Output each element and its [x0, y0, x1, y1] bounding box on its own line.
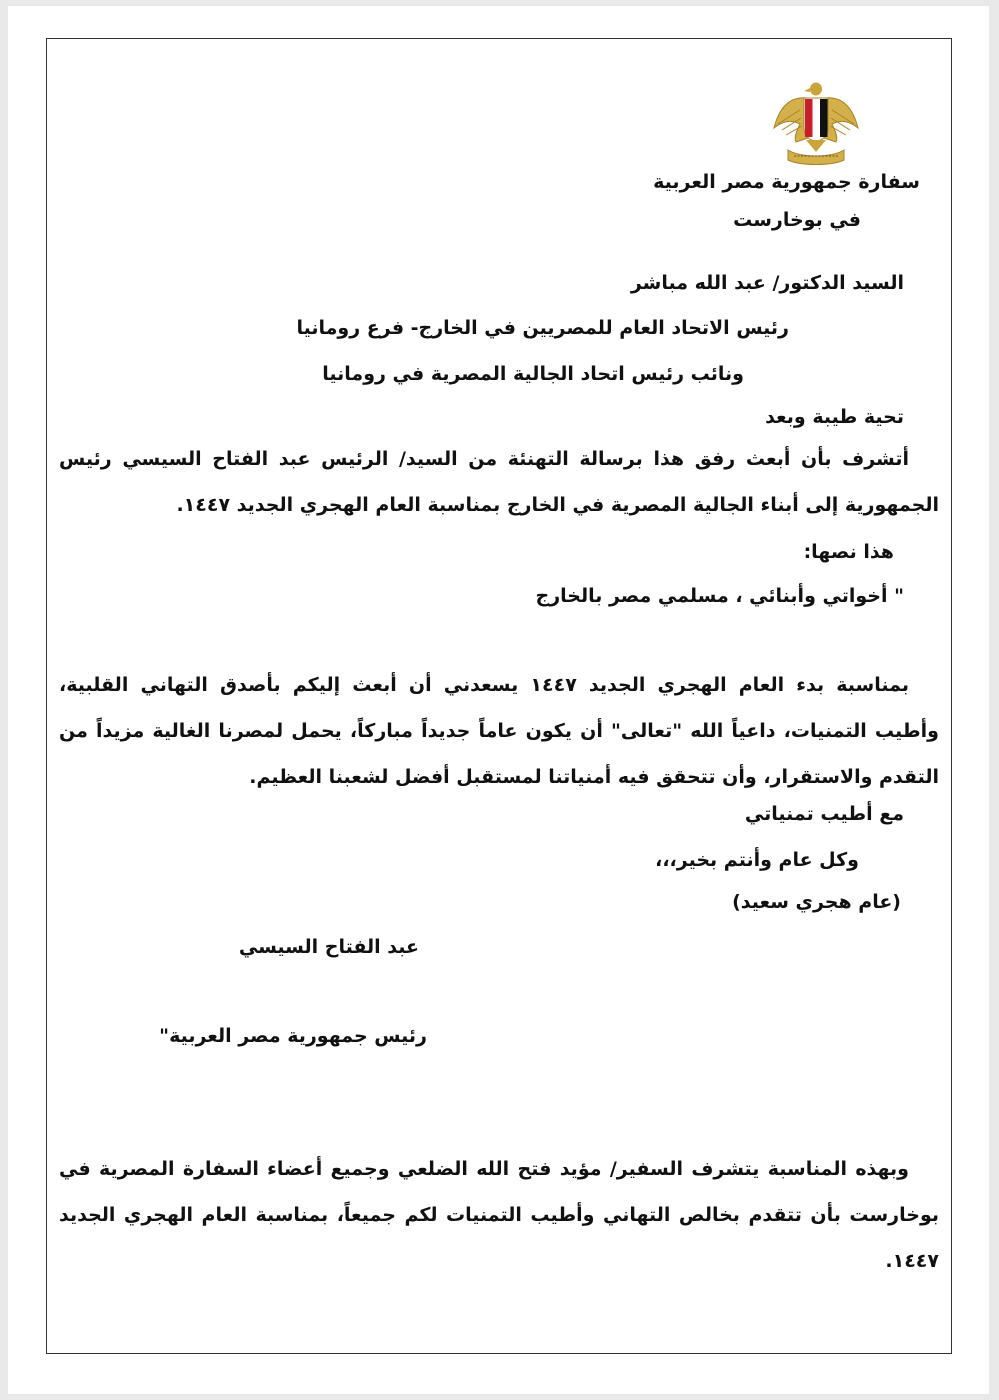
- text-intro: هذا نصها:: [803, 541, 894, 563]
- closing-wishes: مع أطيب تمنياتي: [744, 803, 904, 825]
- signature-name: عبد الفتاح السيسي: [238, 936, 419, 958]
- intro-paragraph: أتشرف بأن أبعث رفق هذا برسالة التهنئة من السيد/ الرئيس عبد الفتاح السيسي رئيس الجمهورية إلى أبناء الجالية المصرية في الخارج بمناسبة العام الهجري الجديد ١٤٤٧.: [59, 448, 939, 516]
- embassy-name: سفارة جمهورية مصر العربية: [653, 171, 920, 193]
- recipient-name: السيد الدكتور/ عبد الله مباشر: [630, 272, 904, 294]
- recipient-title-1: رئيس الاتحاد العام للمصريين في الخارج- فرع رومانيا: [296, 317, 789, 339]
- closing-happy-year: (عام هجري سعيد): [732, 891, 901, 913]
- recipient-title-2: ونائب رئيس اتحاد الجالية المصرية في رومانيا: [322, 363, 744, 385]
- closing-every-year: وكل عام وأنتم بخير،،،: [655, 849, 859, 871]
- final-paragraph: وبهذه المناسبة يتشرف السفير/ مؤيد فتح الله الضلعي وجميع أعضاء السفارة المصرية في بوخارست بأن تتقدم بخالص التهاني وأطيب التمنيات لكم جميعاً، بمناسبة العام الهجري الجديد ١٤٤٧.: [59, 1158, 939, 1272]
- greeting: تحية طيبة وبعد: [765, 406, 904, 428]
- egyptian-eagle-emblem: [770, 80, 860, 166]
- message-body: بمناسبة بدء العام الهجري الجديد ١٤٤٧ يسعدني أن أبعث إليكم بأصدق التهاني القلبية، وأطيب التمنيات، داعياً الله "تعالى" أن يكون عاماً جديداً مباركاً، يحمل لمصرنا الغالية مزيداً من التقدم والاستقرار، وأن تتحقق فيه أمنياتنا لمستقبل أفضل لشعبنا العظيم.: [59, 674, 939, 788]
- signature-title: رئيس جمهورية مصر العربية": [159, 1025, 427, 1047]
- quote-opening: " أخواتي وأبنائي ، مسلمي مصر بالخارج: [535, 585, 904, 607]
- embassy-city: في بوخارست: [733, 209, 861, 231]
